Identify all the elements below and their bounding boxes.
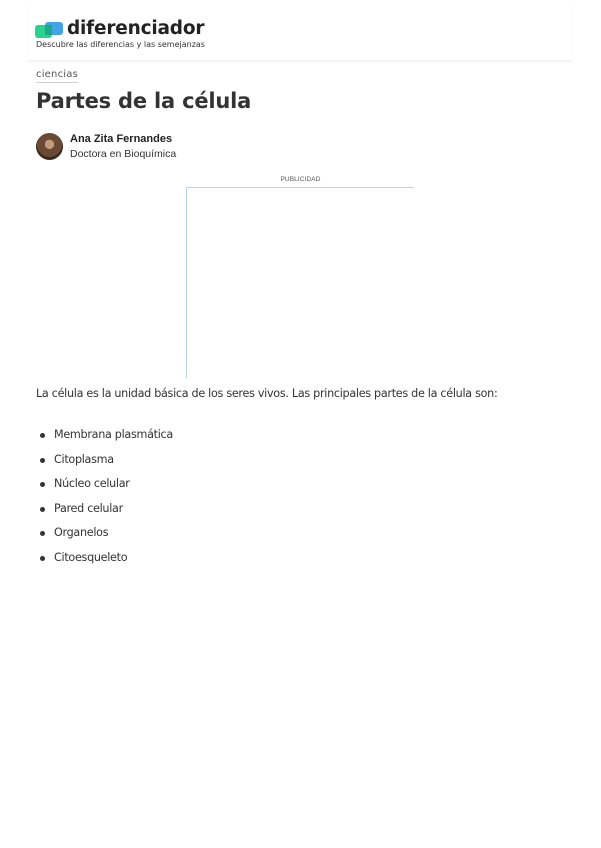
list-item-label: Citoplasma [54,452,114,466]
list-item [36,453,173,478]
author-name-link[interactable]: Ana Zita Fernandes [70,133,173,145]
bullet-icon [40,507,45,512]
list-item-label: Citoesqueleto [54,550,128,564]
logo-icon [35,22,63,40]
list-item [36,477,173,502]
ad-label: PUBLICIDAD [280,176,321,183]
list-item [36,428,173,453]
intro-paragraph: La célula es la unidad básica de los seres vivos. Las principales partes de la célula son: [36,387,498,400]
author-avatar [36,133,63,160]
page-title: Partes de la célula [36,89,252,113]
list-item [36,526,173,551]
ad-slot [186,187,414,378]
bullet-icon [40,556,45,561]
author-role: Doctora en Bioquímica [70,148,177,160]
cell-parts-list [36,428,173,575]
list-item-label: Núcleo celular [54,477,130,490]
site-header [29,0,572,61]
bullet-icon [40,482,45,487]
list-item-label: Pared celular [54,501,123,515]
category-link[interactable]: ciencias [36,69,78,83]
site-name: diferenciador [67,18,205,39]
list-item [36,502,173,527]
site-tagline: Descubre las diferencias y las semejanzas [36,40,205,49]
list-item-label: Membrana plasmática [54,428,173,441]
list-item [36,551,173,576]
bullet-icon [40,531,45,536]
bullet-icon [40,458,45,463]
bullet-icon [40,433,45,438]
list-item-label: Organelos [54,526,109,539]
